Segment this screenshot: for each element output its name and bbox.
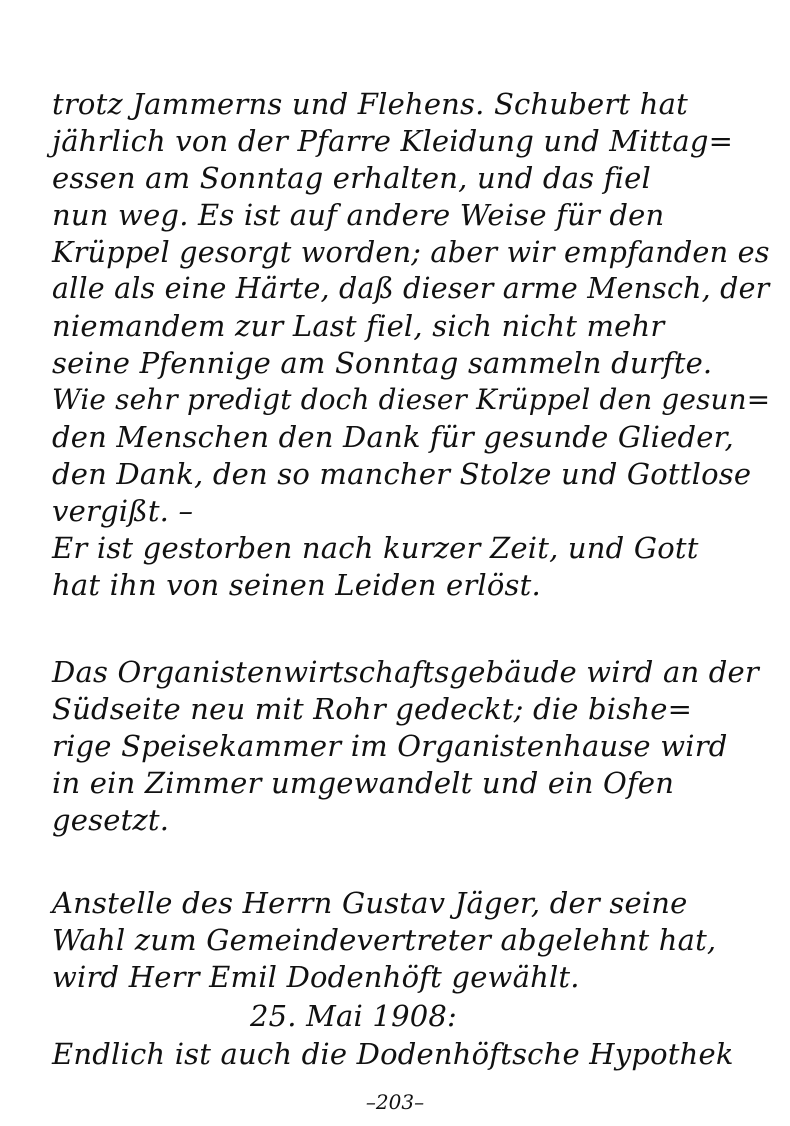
text-line: Anstelle des Herrn Gustav Jäger, der seine — [52, 886, 688, 920]
text-line: in ein Zimmer umgewandelt und ein Ofen — [52, 766, 675, 800]
text-line: den Menschen den Dank für gesunde Glieder, — [52, 420, 734, 454]
text-line: jährlich von der Pfarre Kleidung und Mittag= — [52, 124, 734, 158]
text-line: Wahl zum Gemeindevertreter abgelehnt hat, — [52, 923, 717, 957]
text-line: Endlich ist auch die Dodenhöftsche Hypothek — [52, 1037, 734, 1071]
text-line: seine Pfennige am Sonntag sammeln durfte. — [52, 346, 713, 380]
text-line: vergißt. – — [52, 494, 194, 528]
text-line: nun weg. Es ist auf andere Weise für den — [52, 198, 665, 232]
text-line: hat ihn von seinen Leiden erlöst. — [52, 568, 541, 602]
text-line: essen am Sonntag erhalten, und das fiel — [52, 161, 651, 195]
date-heading: 25. Mai 1908: — [250, 999, 457, 1033]
text-line: wird Herr Emil Dodenhöft gewählt. — [52, 960, 580, 994]
text-line: Wie sehr predigt doch dieser Krüppel den gesun= — [52, 383, 771, 416]
text-line: Krüppel gesorgt worden; aber wir empfanden es — [52, 235, 770, 269]
text-line: gesetzt. — [52, 803, 170, 837]
text-line: den Dank, den so mancher Stolze und Gottlose — [52, 457, 752, 491]
text-line: trotz Jammerns und Flehens. Schubert hat — [52, 87, 688, 121]
text-line: Das Organistenwirtschaftsgebäude wird an der — [52, 655, 759, 689]
text-line: niemandem zur Last fiel, sich nicht mehr — [52, 309, 665, 343]
text-line: alle als eine Härte, daß dieser arme Mensch, der — [52, 272, 770, 305]
text-line: Südseite neu mit Rohr gedeckt; die bishe= — [52, 692, 693, 726]
page-number: –203– — [365, 1090, 425, 1114]
text-line: Er ist gestorben nach kurzer Zeit, und Gott — [52, 531, 699, 565]
text-line: rige Speisekammer im Organistenhause wird — [52, 729, 728, 763]
